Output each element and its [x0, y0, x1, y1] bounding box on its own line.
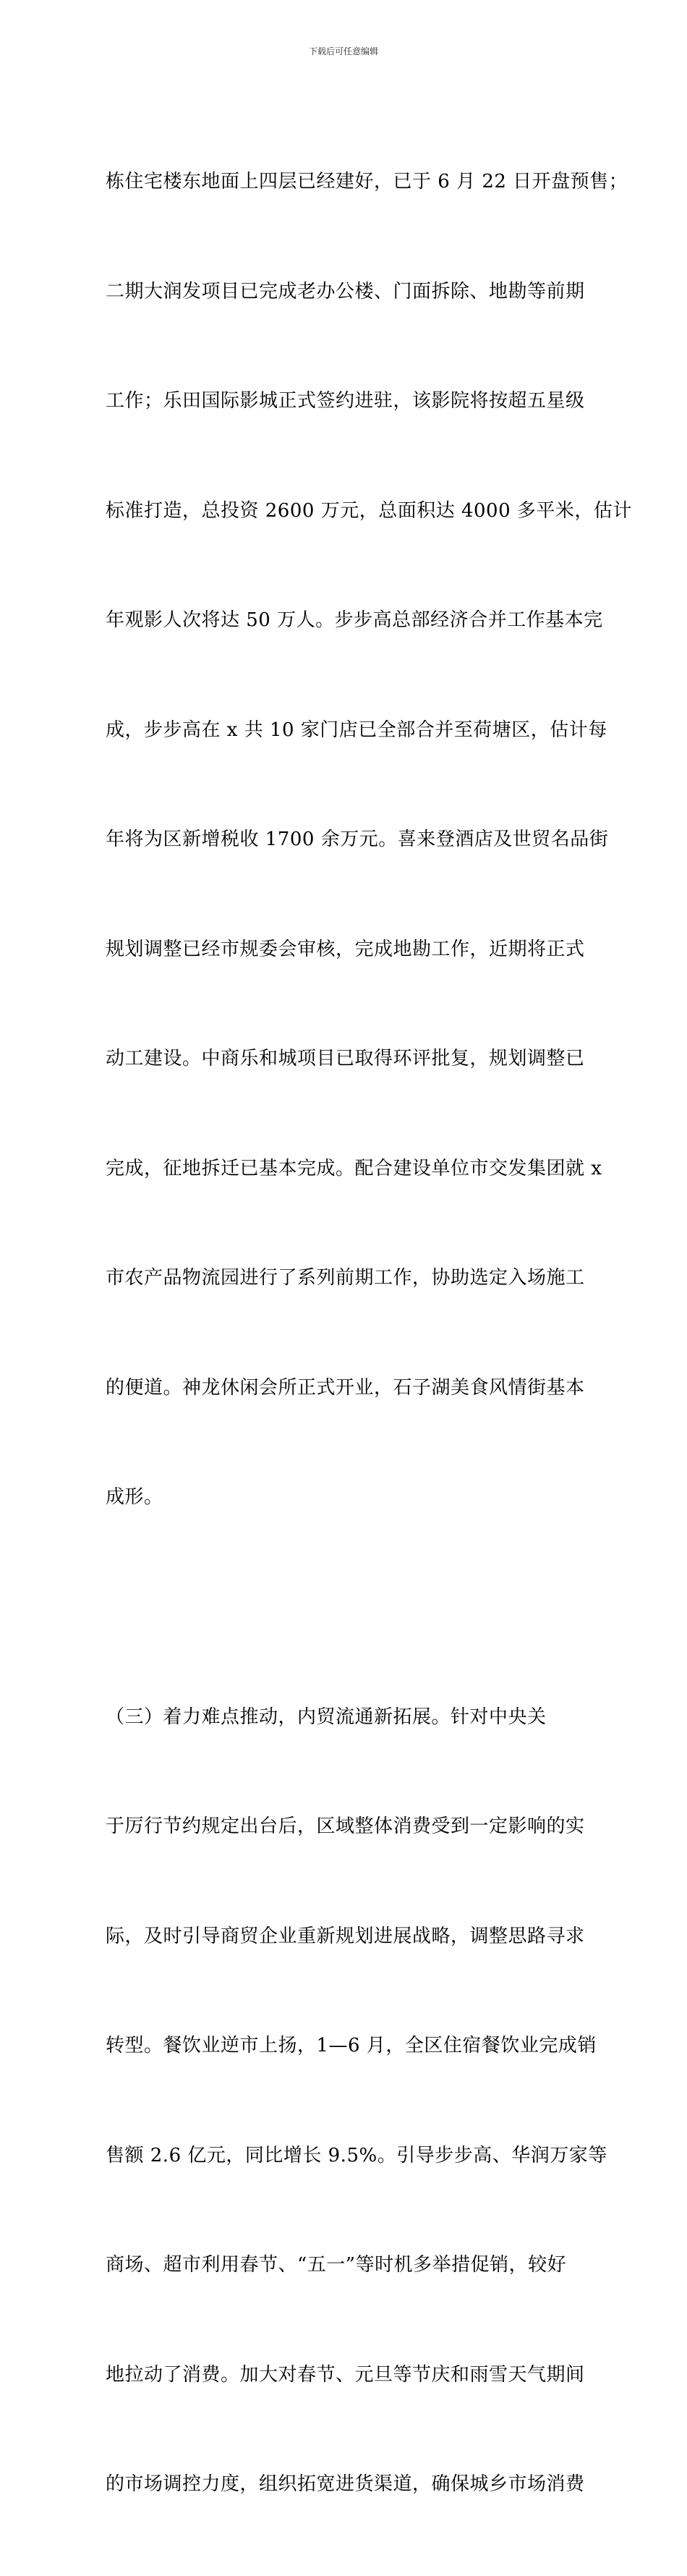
document-body — [106, 90, 632, 2576]
text-line: 成形。 — [106, 1486, 163, 1508]
text-line: 成，步步高在 x 共 10 家门店已全部合并至荷塘区，估计每 — [106, 719, 607, 741]
text-line: 栋住宅楼东地面上四层已经建好，已于 6 月 22 日开盘预售； — [106, 171, 628, 192]
paragraph-projects — [106, 90, 632, 1589]
text-line: 商场、超市利用春节、“五一”等时机多举措促销，较好 — [106, 2254, 567, 2276]
text-line: 标准打造，总投资 2600 万元，总面积达 4000 多平米，估计 — [106, 499, 632, 522]
text-line: 于厉行节约规定出台后，区域整体消费受到一定影响的实 — [106, 1816, 585, 1837]
text-line: 年观影人次将达 50 万人。步步高总部经济合并工作基本完 — [106, 609, 603, 631]
paragraph-section-three — [106, 1626, 607, 2576]
text-line: 规划调整已经市规委会审核，完成地勘工作，近期将正式 — [106, 938, 585, 960]
page-header-note: 下载后可任意编辑 — [308, 46, 378, 56]
text-line: 的市场调控力度，组织拓宽进货渠道，确保城乡市场消费 — [106, 2473, 585, 2495]
text-line: 年将为区新增税收 1700 余万元。喜来登酒店及世贸名品街 — [106, 829, 609, 850]
text-line: （三）着力难点推动，内贸流通新拓展。针对中央关 — [106, 1706, 547, 1728]
text-line: 二期大润发项目已完成老办公楼、门面拆除、地勘等前期 — [106, 280, 585, 302]
text-line: 地拉动了消费。加大对春节、元旦等节庆和雨雪天气期间 — [106, 2363, 585, 2386]
text-line: 工作；乐田国际影城正式签约进驻，该影院将按超五星级 — [106, 390, 585, 412]
text-line: 售额 2.6 亿元，同比增长 9.5%。引导步步高、华润万家等 — [106, 2144, 607, 2166]
text-line: 完成，征地拆迁已基本完成。配合建设单位市交发集团就 x — [106, 1157, 602, 1179]
text-line: 的便道。神龙休闲会所正式开业，石子湖美食风情街基本 — [106, 1376, 585, 1399]
text-line: 转型。餐饮业逆市上扬，1—6 月，全区住宿餐饮业完成销 — [106, 2035, 597, 2056]
text-line: 际，及时引导商贸企业重新规划进展战略，调整思路寻求 — [106, 1925, 585, 1947]
text-line: 动工建设。中商乐和城项目已取得环评批复，规划调整已 — [106, 1048, 585, 1069]
paragraph-spacer — [106, 1589, 590, 1626]
text-line: 市农产品物流园进行了系列前期工作，协助选定入场施工 — [106, 1267, 585, 1289]
